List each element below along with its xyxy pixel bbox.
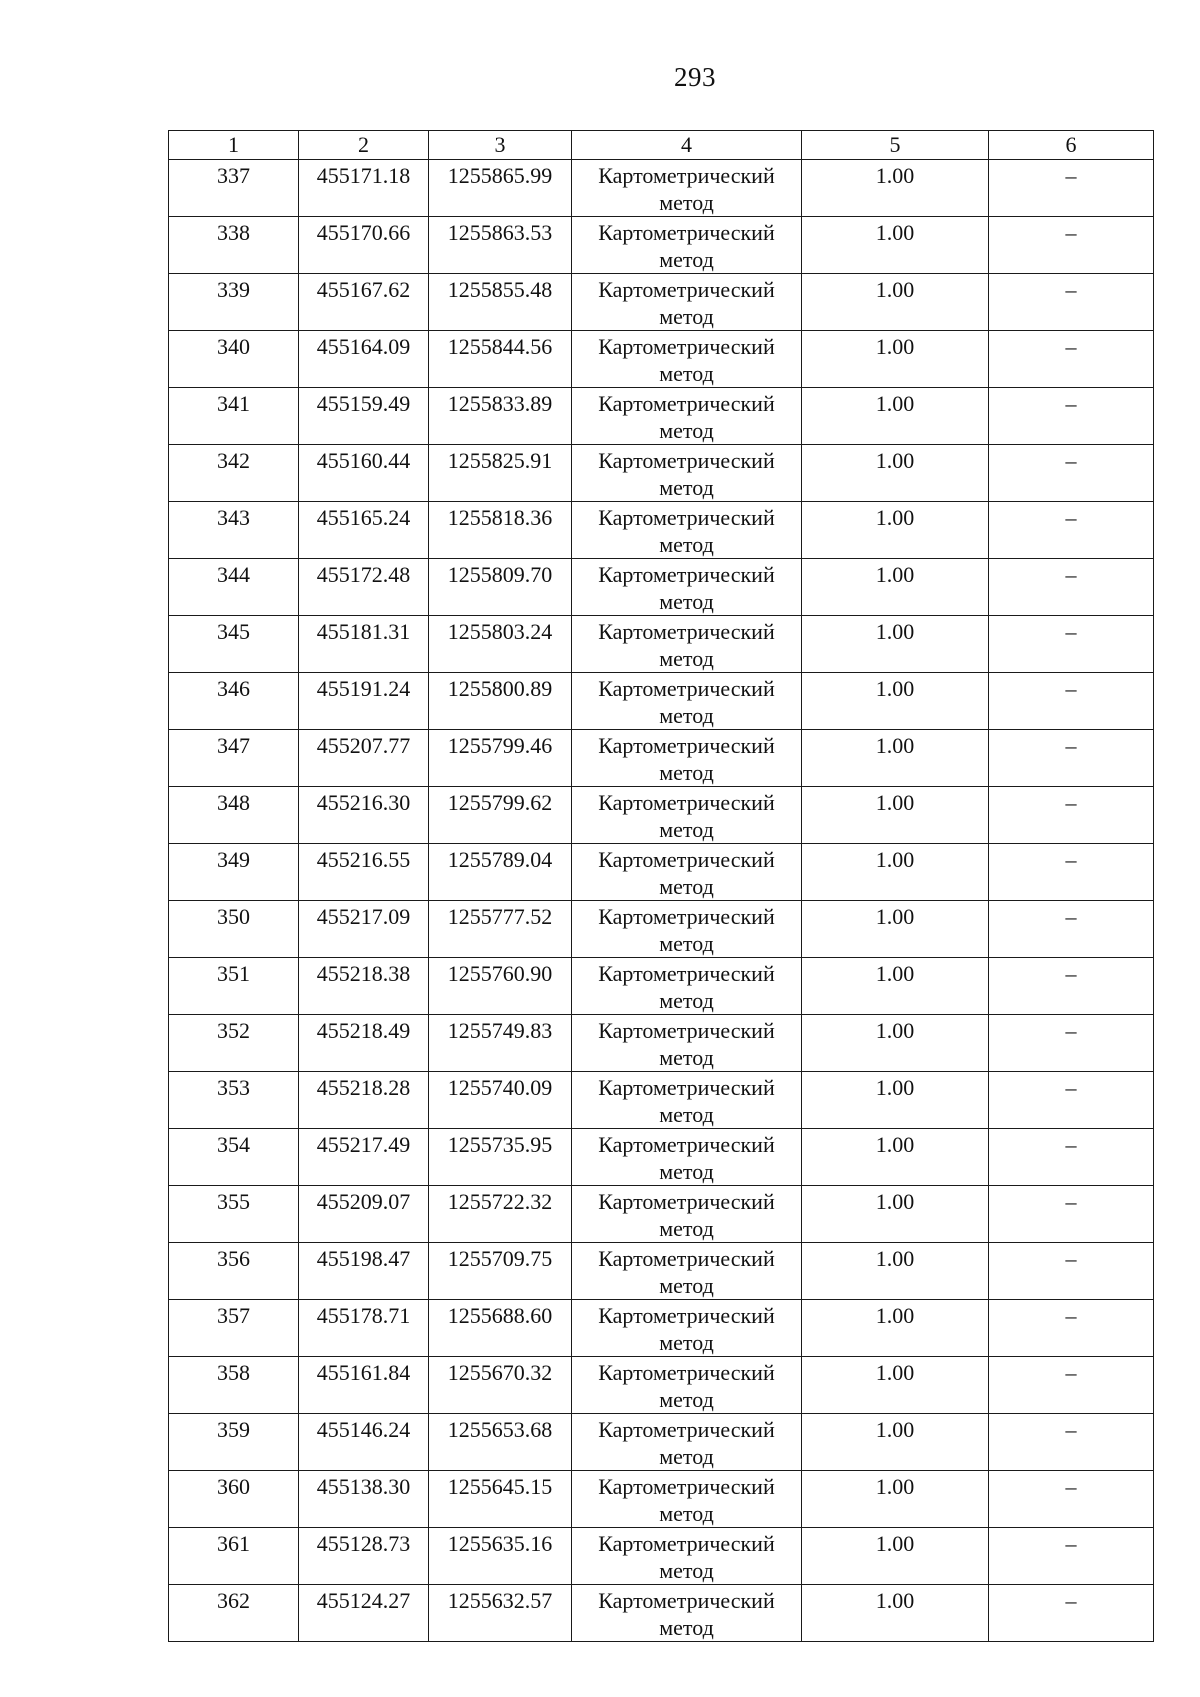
y-coordinate-cell: 1255800.89 bbox=[429, 673, 572, 730]
y-coordinate-cell: 1255865.99 bbox=[429, 160, 572, 217]
table-row bbox=[169, 958, 1154, 1015]
point-number-cell: 341 bbox=[169, 388, 299, 445]
table-row bbox=[169, 1186, 1154, 1243]
point-number-cell: 339 bbox=[169, 274, 299, 331]
point-number-cell: 338 bbox=[169, 217, 299, 274]
accuracy-cell: 1.00 bbox=[802, 958, 989, 1015]
point-number-cell: 358 bbox=[169, 1357, 299, 1414]
method-cell: Картометрический метод bbox=[572, 388, 802, 445]
point-number-cell: 342 bbox=[169, 445, 299, 502]
y-coordinate-cell: 1255645.15 bbox=[429, 1471, 572, 1528]
method-cell: Картометрический метод bbox=[572, 1471, 802, 1528]
note-cell: – bbox=[989, 445, 1154, 502]
note-cell: – bbox=[989, 1072, 1154, 1129]
table-row bbox=[169, 274, 1154, 331]
table-row bbox=[169, 1243, 1154, 1300]
note-cell: – bbox=[989, 331, 1154, 388]
y-coordinate-cell: 1255863.53 bbox=[429, 217, 572, 274]
x-coordinate-cell: 455217.49 bbox=[299, 1129, 429, 1186]
accuracy-cell: 1.00 bbox=[802, 445, 989, 502]
method-cell: Картометрический метод bbox=[572, 217, 802, 274]
column-header-1: 1 bbox=[169, 131, 299, 160]
accuracy-cell: 1.00 bbox=[802, 844, 989, 901]
note-cell: – bbox=[989, 844, 1154, 901]
point-number-cell: 349 bbox=[169, 844, 299, 901]
accuracy-cell: 1.00 bbox=[802, 730, 989, 787]
note-cell: – bbox=[989, 217, 1154, 274]
note-cell: – bbox=[989, 160, 1154, 217]
point-number-cell: 362 bbox=[169, 1585, 299, 1642]
accuracy-cell: 1.00 bbox=[802, 616, 989, 673]
accuracy-cell: 1.00 bbox=[802, 1300, 989, 1357]
table-row bbox=[169, 160, 1154, 217]
table-row bbox=[169, 844, 1154, 901]
y-coordinate-cell: 1255653.68 bbox=[429, 1414, 572, 1471]
point-number-cell: 337 bbox=[169, 160, 299, 217]
table-row bbox=[169, 1015, 1154, 1072]
accuracy-cell: 1.00 bbox=[802, 160, 989, 217]
method-cell: Картометрический метод bbox=[572, 901, 802, 958]
accuracy-cell: 1.00 bbox=[802, 1129, 989, 1186]
accuracy-cell: 1.00 bbox=[802, 274, 989, 331]
accuracy-cell: 1.00 bbox=[802, 1072, 989, 1129]
note-cell: – bbox=[989, 958, 1154, 1015]
point-number-cell: 352 bbox=[169, 1015, 299, 1072]
method-cell: Картометрический метод bbox=[572, 1129, 802, 1186]
y-coordinate-cell: 1255722.32 bbox=[429, 1186, 572, 1243]
table-row bbox=[169, 1072, 1154, 1129]
note-cell: – bbox=[989, 1186, 1154, 1243]
point-number-cell: 353 bbox=[169, 1072, 299, 1129]
method-cell: Картометрический метод bbox=[572, 1186, 802, 1243]
x-coordinate-cell: 455209.07 bbox=[299, 1186, 429, 1243]
point-number-cell: 357 bbox=[169, 1300, 299, 1357]
accuracy-cell: 1.00 bbox=[802, 1243, 989, 1300]
point-number-cell: 348 bbox=[169, 787, 299, 844]
method-cell: Картометрический метод bbox=[572, 160, 802, 217]
table-row bbox=[169, 331, 1154, 388]
note-cell: – bbox=[989, 1300, 1154, 1357]
accuracy-cell: 1.00 bbox=[802, 1528, 989, 1585]
x-coordinate-cell: 455218.38 bbox=[299, 958, 429, 1015]
y-coordinate-cell: 1255818.36 bbox=[429, 502, 572, 559]
column-header-4: 4 bbox=[572, 131, 802, 160]
table-row bbox=[169, 217, 1154, 274]
x-coordinate-cell: 455159.49 bbox=[299, 388, 429, 445]
note-cell: – bbox=[989, 1129, 1154, 1186]
method-cell: Картометрический метод bbox=[572, 1414, 802, 1471]
method-cell: Картометрический метод bbox=[572, 1015, 802, 1072]
point-number-cell: 359 bbox=[169, 1414, 299, 1471]
table-row bbox=[169, 445, 1154, 502]
note-cell: – bbox=[989, 673, 1154, 730]
note-cell: – bbox=[989, 616, 1154, 673]
table-row bbox=[169, 787, 1154, 844]
x-coordinate-cell: 455207.77 bbox=[299, 730, 429, 787]
table-row bbox=[169, 1528, 1154, 1585]
method-cell: Картометрический метод bbox=[572, 559, 802, 616]
x-coordinate-cell: 455181.31 bbox=[299, 616, 429, 673]
note-cell: – bbox=[989, 787, 1154, 844]
coordinates-table bbox=[168, 130, 1154, 1642]
y-coordinate-cell: 1255735.95 bbox=[429, 1129, 572, 1186]
table-row bbox=[169, 559, 1154, 616]
note-cell: – bbox=[989, 1243, 1154, 1300]
page-number: 293 bbox=[674, 62, 716, 92]
x-coordinate-cell: 455160.44 bbox=[299, 445, 429, 502]
y-coordinate-cell: 1255670.32 bbox=[429, 1357, 572, 1414]
method-cell: Картометрический метод bbox=[572, 1357, 802, 1414]
x-coordinate-cell: 455218.49 bbox=[299, 1015, 429, 1072]
accuracy-cell: 1.00 bbox=[802, 331, 989, 388]
accuracy-cell: 1.00 bbox=[802, 901, 989, 958]
note-cell: – bbox=[989, 901, 1154, 958]
x-coordinate-cell: 455138.30 bbox=[299, 1471, 429, 1528]
note-cell: – bbox=[989, 559, 1154, 616]
y-coordinate-cell: 1255760.90 bbox=[429, 958, 572, 1015]
y-coordinate-cell: 1255833.89 bbox=[429, 388, 572, 445]
y-coordinate-cell: 1255803.24 bbox=[429, 616, 572, 673]
point-number-cell: 343 bbox=[169, 502, 299, 559]
x-coordinate-cell: 455216.55 bbox=[299, 844, 429, 901]
accuracy-cell: 1.00 bbox=[802, 1015, 989, 1072]
method-cell: Картометрический метод bbox=[572, 1585, 802, 1642]
note-cell: – bbox=[989, 1471, 1154, 1528]
y-coordinate-cell: 1255709.75 bbox=[429, 1243, 572, 1300]
y-coordinate-cell: 1255777.52 bbox=[429, 901, 572, 958]
accuracy-cell: 1.00 bbox=[802, 673, 989, 730]
point-number-cell: 340 bbox=[169, 331, 299, 388]
x-coordinate-cell: 455198.47 bbox=[299, 1243, 429, 1300]
table-row bbox=[169, 673, 1154, 730]
x-coordinate-cell: 455217.09 bbox=[299, 901, 429, 958]
method-cell: Картометрический метод bbox=[572, 1528, 802, 1585]
y-coordinate-cell: 1255855.48 bbox=[429, 274, 572, 331]
accuracy-cell: 1.00 bbox=[802, 1414, 989, 1471]
table-row bbox=[169, 730, 1154, 787]
y-coordinate-cell: 1255789.04 bbox=[429, 844, 572, 901]
point-number-cell: 346 bbox=[169, 673, 299, 730]
point-number-cell: 355 bbox=[169, 1186, 299, 1243]
table-row bbox=[169, 1585, 1154, 1642]
note-cell: – bbox=[989, 502, 1154, 559]
x-coordinate-cell: 455128.73 bbox=[299, 1528, 429, 1585]
point-number-cell: 356 bbox=[169, 1243, 299, 1300]
y-coordinate-cell: 1255809.70 bbox=[429, 559, 572, 616]
x-coordinate-cell: 455178.71 bbox=[299, 1300, 429, 1357]
point-number-cell: 351 bbox=[169, 958, 299, 1015]
accuracy-cell: 1.00 bbox=[802, 1186, 989, 1243]
note-cell: – bbox=[989, 1015, 1154, 1072]
x-coordinate-cell: 455171.18 bbox=[299, 160, 429, 217]
method-cell: Картометрический метод bbox=[572, 445, 802, 502]
table-row bbox=[169, 1300, 1154, 1357]
note-cell: – bbox=[989, 388, 1154, 445]
method-cell: Картометрический метод bbox=[572, 958, 802, 1015]
note-cell: – bbox=[989, 1414, 1154, 1471]
method-cell: Картометрический метод bbox=[572, 1243, 802, 1300]
table-row bbox=[169, 1471, 1154, 1528]
point-number-cell: 350 bbox=[169, 901, 299, 958]
accuracy-cell: 1.00 bbox=[802, 1357, 989, 1414]
table-row bbox=[169, 616, 1154, 673]
method-cell: Картометрический метод bbox=[572, 1300, 802, 1357]
x-coordinate-cell: 455124.27 bbox=[299, 1585, 429, 1642]
accuracy-cell: 1.00 bbox=[802, 217, 989, 274]
y-coordinate-cell: 1255688.60 bbox=[429, 1300, 572, 1357]
accuracy-cell: 1.00 bbox=[802, 1471, 989, 1528]
column-header-5: 5 bbox=[802, 131, 989, 160]
x-coordinate-cell: 455146.24 bbox=[299, 1414, 429, 1471]
method-cell: Картометрический метод bbox=[572, 1072, 802, 1129]
table-row bbox=[169, 388, 1154, 445]
table-row bbox=[169, 1414, 1154, 1471]
method-cell: Картометрический метод bbox=[572, 331, 802, 388]
y-coordinate-cell: 1255799.46 bbox=[429, 730, 572, 787]
point-number-cell: 361 bbox=[169, 1528, 299, 1585]
point-number-cell: 354 bbox=[169, 1129, 299, 1186]
x-coordinate-cell: 455170.66 bbox=[299, 217, 429, 274]
accuracy-cell: 1.00 bbox=[802, 787, 989, 844]
method-cell: Картометрический метод bbox=[572, 844, 802, 901]
column-header-2: 2 bbox=[299, 131, 429, 160]
accuracy-cell: 1.00 bbox=[802, 388, 989, 445]
x-coordinate-cell: 455167.62 bbox=[299, 274, 429, 331]
y-coordinate-cell: 1255740.09 bbox=[429, 1072, 572, 1129]
column-header-3: 3 bbox=[429, 131, 572, 160]
method-cell: Картометрический метод bbox=[572, 274, 802, 331]
table-body bbox=[169, 160, 1154, 1642]
x-coordinate-cell: 455218.28 bbox=[299, 1072, 429, 1129]
note-cell: – bbox=[989, 730, 1154, 787]
method-cell: Картометрический метод bbox=[572, 730, 802, 787]
y-coordinate-cell: 1255799.62 bbox=[429, 787, 572, 844]
accuracy-cell: 1.00 bbox=[802, 502, 989, 559]
x-coordinate-cell: 455172.48 bbox=[299, 559, 429, 616]
x-coordinate-cell: 455216.30 bbox=[299, 787, 429, 844]
note-cell: – bbox=[989, 1585, 1154, 1642]
x-coordinate-cell: 455164.09 bbox=[299, 331, 429, 388]
accuracy-cell: 1.00 bbox=[802, 1585, 989, 1642]
point-number-cell: 347 bbox=[169, 730, 299, 787]
x-coordinate-cell: 455165.24 bbox=[299, 502, 429, 559]
method-cell: Картометрический метод bbox=[572, 616, 802, 673]
table-row bbox=[169, 502, 1154, 559]
note-cell: – bbox=[989, 274, 1154, 331]
column-header-6: 6 bbox=[989, 131, 1154, 160]
method-cell: Картометрический метод bbox=[572, 502, 802, 559]
y-coordinate-cell: 1255635.16 bbox=[429, 1528, 572, 1585]
table-row bbox=[169, 1129, 1154, 1186]
point-number-cell: 360 bbox=[169, 1471, 299, 1528]
y-coordinate-cell: 1255632.57 bbox=[429, 1585, 572, 1642]
method-cell: Картометрический метод bbox=[572, 787, 802, 844]
table-row bbox=[169, 1357, 1154, 1414]
table-header-row bbox=[169, 131, 1154, 160]
point-number-cell: 345 bbox=[169, 616, 299, 673]
x-coordinate-cell: 455161.84 bbox=[299, 1357, 429, 1414]
method-cell: Картометрический метод bbox=[572, 673, 802, 730]
note-cell: – bbox=[989, 1357, 1154, 1414]
y-coordinate-cell: 1255844.56 bbox=[429, 331, 572, 388]
note-cell: – bbox=[989, 1528, 1154, 1585]
y-coordinate-cell: 1255825.91 bbox=[429, 445, 572, 502]
point-number-cell: 344 bbox=[169, 559, 299, 616]
accuracy-cell: 1.00 bbox=[802, 559, 989, 616]
x-coordinate-cell: 455191.24 bbox=[299, 673, 429, 730]
table-row bbox=[169, 901, 1154, 958]
y-coordinate-cell: 1255749.83 bbox=[429, 1015, 572, 1072]
